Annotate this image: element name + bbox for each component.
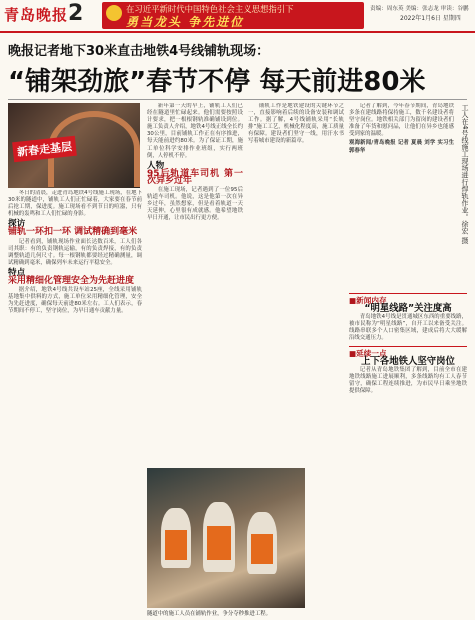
side-title-1: “明星线路”关注度高 — [364, 303, 452, 315]
side-body-2: 记者从青岛地铁集团了解到，目前全市在建地铁线路施工进展顺利，多条线路均有工人春节留守，确保工程连续推进，为市民早日乘坐地铁提供保障。 — [349, 366, 467, 395]
issue-date: 2022年1月6日 星期四 — [400, 15, 461, 22]
section-heading-2: 采用精细化管理安全为先赶进度 — [8, 276, 135, 287]
section-heading-1: 铺轨一环扣一环 调试精确到毫米 — [8, 227, 138, 238]
banner-slogan-main: 勇当龙头 争先进位 — [126, 15, 245, 29]
party-banner — [102, 2, 364, 29]
side-title-2: 上下各地铁人坚守岗位 — [361, 355, 455, 367]
body-paragraph-5: 铺轨工作是地铁建设的关键环节之一，直接影响着后续的设备安装和调试工作。据了解，4号线铺轨采用“长轨排”施工工艺，机械化程度高，施工质量有保障。建设者们坚守一线，用汗水书写着城市建设的新篇章。 — [248, 103, 344, 145]
editor-credits: 责编：周东英 美编：张志龙 审读：谷鹏 — [370, 6, 469, 12]
body-paragraph-4: 在施工现场，记者遇到了一位95后轨道车司机。他说，这是他第一次在异乡过年，虽然想家，但是看着轨道一天天延伸，心里很有成就感。他希望地铁早日开通，让市民出行更方便。 — [147, 187, 243, 222]
body-paragraph-1: 记者看到，铺轨现场作业面长达数百米，工人们各司其职：有的负责钢轨运输，有的负责焊接，有的负责调整轨道几何尺寸。每一根钢轨都要经过精确测量，调试精确到毫米，确保列车未来运行平稳安全。 — [8, 238, 142, 266]
page-number: 2 — [68, 1, 84, 26]
article-column-2 — [147, 103, 243, 465]
header-rule — [0, 31, 475, 33]
article-source: 观海新闻/青岛晚报 记者 夏晨 刘学 实习生 郭春华 — [349, 140, 454, 154]
photo-vertical-caption: 工人在4号线施工现场进行焊轨作业。徐宏 摄 — [461, 104, 469, 244]
photo-tag: 新春走基层 — [12, 136, 77, 162]
article-column-3 — [248, 103, 344, 465]
section-label-2: 特点 — [8, 267, 26, 278]
body-paragraph-2: 据介绍，地铁4号线共设车站25座，全线采用铺轨基地集中供料的方式，施工单位采用精细化管理，安全为先赶进度，确保每天前进80米左右。工人们表示，春节期间不停工，坚守岗位，为早日通车贡献力量。 — [8, 287, 142, 315]
tunnel-photo — [8, 103, 140, 188]
article-kicker: 晚报记者地下30米直击地铁4号线铺轨现场： — [8, 44, 270, 59]
side-divider-2 — [349, 346, 467, 347]
section-label-3: 人物 — [147, 160, 165, 171]
masthead — [0, 0, 475, 30]
article-headline: “铺架劲旅”春节不停 每天前进80米 — [8, 67, 426, 97]
body-paragraph-6: 记者了解到，今年春节期间，青岛地铁多条在建线路将保持施工，数千名建设者将坚守岗位。地铁相关部门为留岗的建设者们准备了年货和慰问品，让他们在异乡也能感受到家的温暖。 — [349, 103, 454, 138]
headline-rule — [8, 99, 467, 100]
party-emblem-icon — [106, 5, 122, 21]
workers-photo — [147, 468, 305, 608]
section-heading-3: 95后轨道车司机 第一次异乡过年 — [147, 168, 243, 186]
side-news — [349, 290, 467, 615]
intro-paragraph: 冬日的清晨，走进青岛地铁4号线施工现场，在地下30米的隧道中，铺轨工人们正忙碌着，大家要在春节前后抢工期，保进度。施工现场看不到节日的喧嚣，只有机械的轰鸣和工人们忙碌的身影。 — [8, 190, 142, 218]
newspaper-logo: 青岛晚报 — [4, 6, 69, 24]
banner-slogan-top: 在习近平新时代中国特色社会主义思想指引下 — [126, 4, 294, 14]
section-label-1: 探访 — [8, 219, 26, 230]
worker-vest — [165, 530, 187, 560]
bottom-photo-caption: 隧道中的施工人员在铺轨作业，争分夺秒推进工程。 — [147, 611, 271, 617]
side-body-1: 青岛地铁4号线是贯通城区东西的重要线路，被市民称为“明星线路”，自开工以来备受关注。线路串联多个人口密集区域，建成后将大大缓解沿线交通压力。 — [349, 314, 467, 342]
worker-vest — [251, 534, 273, 564]
side-label-2: ■延续一点 — [349, 348, 387, 358]
side-divider-1 — [349, 293, 467, 294]
article-column-1 — [8, 190, 142, 618]
side-label-1: ■新闻内存 — [349, 296, 387, 305]
worker-vest — [207, 526, 231, 560]
body-paragraph-3: 新年第一天的早上，铺轨工人们已经在隧道里忙碌起来。他们需要按照设计要求，把一根根钢轨准确铺设到位。施工负责人介绍，地铁4号线正线全长约30公里，目前铺轨工作正在有序推进，每天能前进约80米。为了保证工期，施工单位科学安排作业班组，实行两班倒，人停机不停。 — [147, 103, 243, 159]
